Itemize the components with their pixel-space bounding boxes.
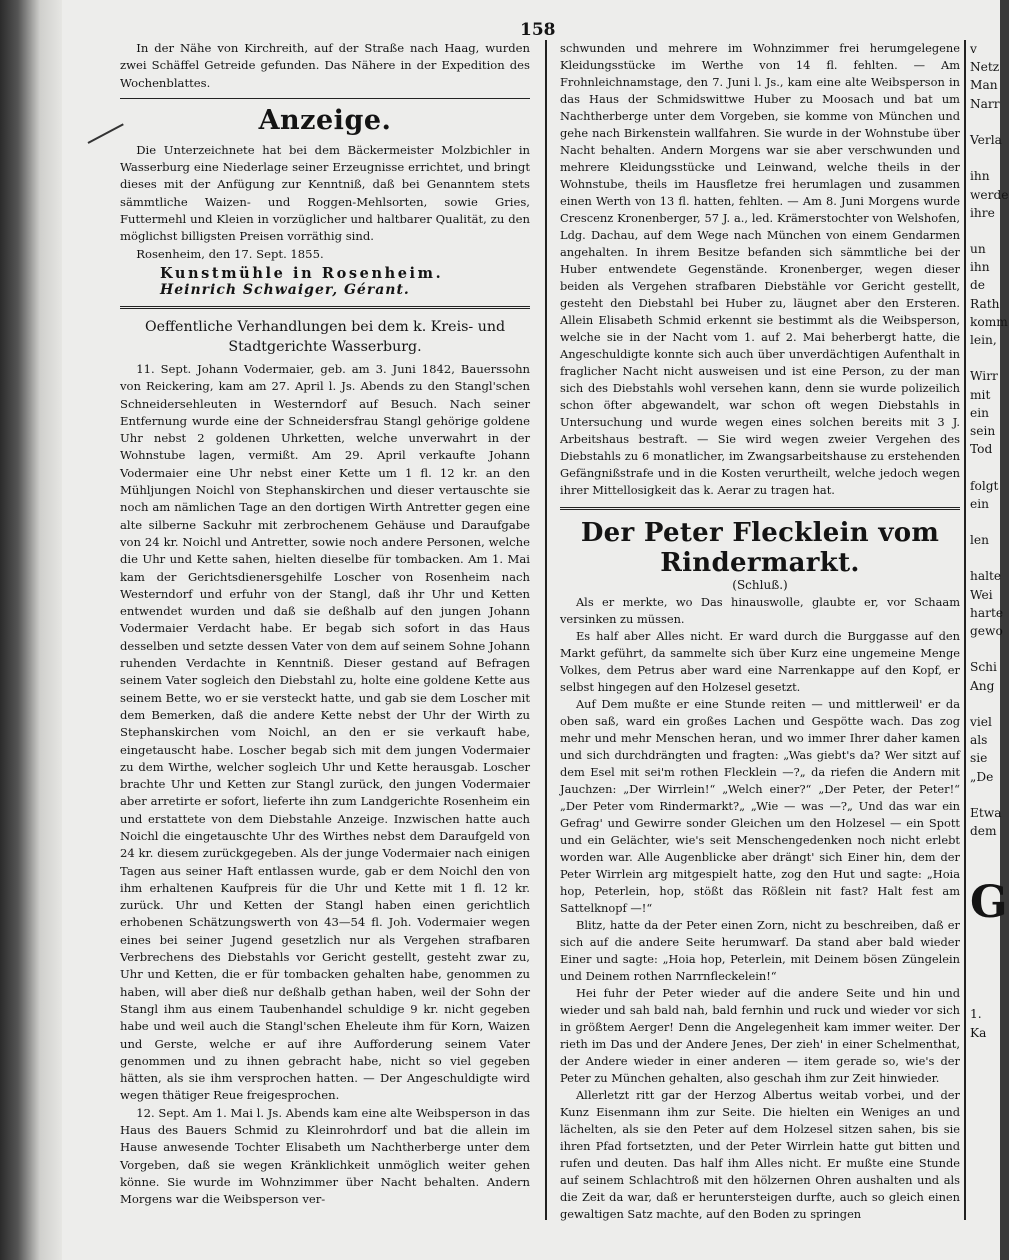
- next-page-fragment: [970, 933, 1000, 951]
- next-page-fragment: mit: [970, 387, 991, 402]
- next-page-fragment: [970, 222, 1000, 240]
- divider: [120, 98, 530, 99]
- next-page-fragment: [970, 149, 1000, 167]
- next-page-fragment: G: [970, 876, 1008, 928]
- next-page-fragment: gewo: [970, 624, 1003, 638]
- next-page-fragment: Netz: [970, 60, 1000, 75]
- ad-signature-name: Heinrich Schwaiger, Gérant.: [160, 281, 410, 298]
- next-page-fragment: ein: [970, 405, 989, 420]
- next-page-fragment: [970, 951, 1000, 969]
- next-page-fragment: ihre: [970, 205, 995, 220]
- middle-column: [560, 40, 960, 1223]
- next-page-fragment: v: [970, 42, 977, 56]
- next-page-fragments: [970, 40, 1009, 1260]
- next-page-fragment: [970, 969, 1000, 987]
- ad-heading: Anzeige.: [258, 104, 392, 136]
- next-page-fragment: ihn: [970, 260, 990, 275]
- next-page-fragment: [970, 349, 1000, 367]
- next-page-fragment: Wei: [970, 587, 993, 602]
- story-paragraph: Hei fuhr der Peter wieder auf die andere Seite und hin und wieder und sah bald nah, bald fernhin und ruck und wieder vor sich in größtem Aerger! Denn die Angelegenheit kam immer weiter. Der rieth im Das und der Andere Jenes, Der zieh' in einer Schelmenthat, der Andere wieder in einer anderen — item gerade so, wie's der Peter zu München gehalten, also geschah ihm zur Zeit hinwieder.: [560, 986, 960, 1085]
- next-page-fragment: [970, 987, 1000, 1005]
- page-edge-rule: [964, 40, 966, 1220]
- story-paragraph: Als er merkte, wo Das hinauswolle, glaubte er, vor Schaam versinken zu müssen.: [560, 595, 960, 626]
- next-page-fragment: ein: [970, 496, 989, 511]
- next-page-fragment: Narr: [970, 96, 1000, 111]
- court-case-2-continued: schwunden und mehrere im Wohnzimmer frei herumgelegene Kleidungsstücke im Werthe von 14 fl. fehlten. — Am Frohnleichnamstage, den 7. Juni l. Js., kam eine alte Weibsperson in das Haus der Schmidswittwe Huber zu Moosach und bat um Nachtherberge unter dem Vorgeben, sie komme von München und gehe nach Birkenstein wallfahren. Sie wurde in der Wohnstube über Nacht behalten. Andern Morgens war sie aber verschwunden und mehrere Kleidungsstücke und Leinwand, welche theils in der Wohnstube, theils im Hausfletze frei herumlagen und zusammen einen Werth von 13 fl. hatten, fehlten. — Am 8. Juni Morgens wurde Crescenz Kronenberger, 57 J. a., led. Krämerstochter von Welshofen, Ldg. Dachau, auf dem Wege nach München von einem Gendarmen angehalten. In ihrem Besitze befanden sich sämmtliche bei der Huber entwendete Gegenstände. Kronenberger, wegen dieser beiden als Vergehen strafbaren Diebstähle vor Gericht gestellt, gesteht den Diebstahl bei Huber zu, läugnet aber den Ersteren. Allein Elisabeth Schmid erkennt sie bestimmt als die Weibsperson, welche sie in der Nacht vom 1. auf 2. Mai beherbergt hatte, die Angeschuldigte konnte sich auch über unverdächtigen Aufenthalt in fraglicher Nacht nicht ausweisen und ist eine Person, zu der man sich des Diebstahls wohl versehen kann, denn sie wurde polizeilich schon öfter abgewandelt, war schon oft wegen Diebstahls in Untersuchung und wurde wegen eines solchen bereits mit 3 J. Arbeitshaus bestraft. — Sie wird wegen zweier Vergehen des Diebstahls zu 6 monatlicher, im Zwangsarbeitshause zu erstehenden Gefängnißstrafe und in die Kosten verurtheilt, welche jedoch wegen ihrer Mittellosigkeit das k. Aerar zu tragen hat.: [560, 41, 960, 497]
- next-page-fragment: Wirr: [970, 369, 998, 384]
- next-page-fragment: Ka: [970, 1025, 987, 1040]
- next-page-fragment: als: [970, 733, 988, 748]
- margin-pen-mark: [88, 123, 124, 144]
- next-page-fragment: Ang: [970, 678, 995, 693]
- next-page-fragment: [970, 549, 1000, 567]
- story-paragraph: Es half aber Alles nicht. Er ward durch die Burggasse auf den Markt geführt, da sammelte sich über Kurz eine ungemeine Menge Volkes, dem Petrus aber ward eine Narrenkappe auf den Kopf, er selbst hingegen auf den Holzesel gesetzt.: [560, 629, 960, 694]
- next-page-fragment: halte: [970, 569, 1002, 584]
- story-paragraph: Allerletzt ritt gar der Herzog Albertus weitab vorbei, und der Kunz Eisenmann ihm zur Seite. Die hielten ein Weniges an und lächelten, als sie den Peter auf dem Holzesel sitzen sahen, bis sie ihren Pfad fortsetzten, und der Peter Wirrlein hatte gut bitten und rufen und deuten. Das half ihm Alles nicht. Er mußte eine Stunde auf seinem Schlachtroß mit den hölzernen Ohren aushalten und als die Zeit da war, daß er heruntersteigen durfte, auch so gleich einen gewaltigen Satz machte, auf den Boden zu springen: [560, 1088, 960, 1221]
- divider: [560, 507, 960, 510]
- left-column: [120, 40, 530, 1209]
- story-title: Der Peter Flecklein vom Rindermarkt.: [580, 518, 940, 578]
- next-page-fragment: un: [970, 242, 986, 257]
- next-page-fragment: 1.: [970, 1007, 982, 1022]
- page-number: 158: [520, 20, 556, 40]
- next-page-fragment: harte: [970, 605, 1004, 620]
- court-case-1: 11. Sept. Johann Vodermaier, geb. am 3. Juni 1842, Bauerssohn von Reickering, kam am 27. April l. Js. Abends zu den Stangl'schen Schneidersehleuten in Westerndorf auf Besuch. Nach seiner Entfernung wurde eine der Schneidersfrau Stangl gehörige goldene Uhr nebst 2 goldenen Uhrketten, welche unverwahrt in der Wohnstube lagen, vermißt. Am 29. April verkaufte Johann Vodermaier eine Uhr nebst einer Kette um 1 fl. 12 kr. an den Mühljungen Noichl von Stephanskirchen und dieser vertauschte sie noch am nämlichen Tage an den dortigen Wirth Antretter gegen eine alte silberne Sackuhr mit zerbrochenem Gehäuse und Daraufgabe von 24 kr. Noichl und Antretter, sowie noch andere Personen, welche die Uhr und Kette sahen, hielten dieselbe für tombacken. Am 1. Mai kam der Gerichtsdienersgehilfe Loscher von Rosenheim nach Westerndorf und erfuhr von der Stangl, daß ihr Uhr und Ketten entwendet wurden und daß sie deßhalb auf den jungen Johann Vodermaier Verdacht habe. Er begab sich sofort in das Haus desselben und setzte dessen Vater von dem auf seinem Sohne Johann ruhenden Verdachte in Kenntniß. Dieser gestand auf Befragen seinem Vater sogleich den Diebstahl zu, holte eine goldene Kette aus seinem Bette, wo er sie versteckt hatte, und gab sie dem Loscher mit dem Bemerken, daß die andere Kette nebst der Uhr der Wirth zu Stephanskirchen vom Noichl, an den er sie verkauft habe, eingetauscht habe. Loscher begab sich mit dem jungen Vodermaier zu dem Wirthe, welcher sogleich Uhr und Kette herausgab. Loscher brachte Uhr und Ketten zur Stangl zurück, den jungen Vodermaier aber arretirte er sofort, lieferte ihn zum Landgerichte Rosenheim ein und erstattete von dem Diebstahle Anzeige. Inzwischen hatte auch Noichl die eingetauschte Uhr des Wirthes nebst dem Daraufgeld von 24 kr. diesem zurückgegeben. Als der junge Vodermaier nach einigen Tagen aus seiner Haft entlassen wurde, gab er dem Noichl den von ihm erhaltenen Kaufpreis für die Uhr und Kette mit 1 fl. 12 kr. zurück. Uhr und Ketten der Stangl haben einen gerichtlich erhobenen Schätzungswerth von 43—54 fl. Joh. Vodermaier wegen eines bei seiner Jugend gesetzlich nur als Vergehen strafbaren Verbrechens des Diebstahls vor Gericht gestellt, gesteht zwar zu, Uhr und Ketten, die er für tombacken gehalten habe, genommen zu haben, will aber dieß nur deßhalb gethan haben, weil der Sohn der Stangl ihm aus einem Taubenhandel schuldige 9 kr. nicht gegeben habe und weil auch die Stangl'schen Eheleute ihm für Korn, Waizen und Gerste, welche er auf ihre Aufforderung seinem Vater genommen und zu ihnen gebracht habe, nicht so viel gegeben hätten, als sie ihm versprochen hatten. — Der Angeschuldigte wird wegen thätiger Reue freigesprochen.: [120, 361, 530, 1103]
- fragment-list: [970, 40, 1009, 1042]
- lost-notice: In der Nähe von Kirchreith, auf der Straße nach Haag, wurden zwei Schäffel Getreide gefunden. Das Nähere in der Expedition des Wochenblattes.: [120, 41, 530, 90]
- next-page-fragment: Etwa: [970, 805, 1002, 820]
- next-page-fragment: dem: [970, 824, 997, 839]
- next-page-fragment: folgt: [970, 478, 999, 493]
- column-rule: [545, 40, 547, 1220]
- next-page-fragment: [970, 458, 1000, 476]
- story-paragraph: Auf Dem mußte er eine Stunde reiten — und mittlerweil' er da oben saß, ward ein großes Lachen und Gespötte wach. Das zog mehr und mehr Menschen heran, und wo immer Ihrer daher kamen und sich durchdrängten und fragten: „Was giebt's da? Wer sitzt auf dem Esel mit sei'm rothen Flecklein —?„ da riefen die Andern mit Jauchzen: „Der Wirrlein!“ „Welch einer?“ „Der Peter, der Peter!“ „Der Peter vom Rindermarkt?„ „Wie — was —?„ Und das war ein Gefrag' und Gewirre sonder Gleichen um den Holzesel — ein Spott und ein Gelächter, wie's seit Menschengedenken noch nicht erlebt worden war. Alle Augenblicke aber drängt' sich Einer hin, dem der Peter Wirrlein arg mitgespielt hatte, zog den Hut und sagte: „Hoia hop, Peterlein, hop, stößt das Rößlein nit fast? Halt fest am Sattelknopf —!“: [560, 697, 960, 915]
- next-page-fragment: Rath: [970, 296, 1000, 311]
- next-page-fragment: Verla: [970, 132, 1002, 147]
- next-page-fragment: sie: [970, 751, 988, 766]
- ad-signature-company: Kunstmühle in Rosenheim.: [160, 264, 444, 282]
- next-page-fragment: de: [970, 278, 986, 293]
- next-page-fragment: komm: [970, 314, 1008, 329]
- next-page-fragment: [970, 640, 1000, 658]
- next-page-fragment: Schi: [970, 660, 997, 675]
- next-page-fragment: [970, 858, 1000, 876]
- story-paragraph: Blitz, hatte da der Peter einen Zorn, nicht zu beschreiben, daß er sich auf die andere Seite herumwarf. Da stand aber bald wieder Einer und sagte: „Hoia hop, Peterlein, mit Deinem bösen Züngelein und Deinem rothen Narrnfleckelein!“: [560, 918, 960, 983]
- next-page-fragment: [970, 113, 1000, 131]
- ad-date: Rosenheim, den 17. Sept. 1855.: [136, 246, 324, 261]
- divider: [120, 306, 530, 309]
- next-page-fragment: [970, 840, 1000, 858]
- next-page-fragment: sein: [970, 423, 996, 438]
- next-page-fragment: lein,: [970, 333, 997, 347]
- next-page-fragment: Tod: [970, 442, 993, 457]
- next-page-fragment: [970, 513, 1000, 531]
- next-page-fragment: viel: [970, 714, 992, 729]
- next-page-fragment: [970, 786, 1000, 804]
- court-case-2: 12. Sept. Am 1. Mai l. Js. Abends kam eine alte Weibsperson in das Haus des Bauers Schmid zu Kleinrohrdorf und bat die allein im Hause anwesende Tochter Elisabeth um Nachtherberge unter dem Vorgeben, daß sie wegen Kränklichkeit unmöglich weiter gehen könne. Sie wurde im Wohnzimmer über Nacht behalten. Andern Morgens war die Weibsperson ver-: [120, 1105, 530, 1207]
- next-page-fragment: [970, 695, 1000, 713]
- next-page-fragment: Man: [970, 78, 998, 93]
- next-page-fragment: „De: [970, 769, 994, 784]
- next-page-fragment: len: [970, 533, 989, 548]
- next-page-fragment: werde: [970, 187, 1009, 202]
- next-page-fragment: ihn: [970, 169, 990, 184]
- ad-text: Die Unterzeichnete hat bei dem Bäckermeister Molzbichler in Wasserburg eine Niederlage seiner Erzeugnisse errichtet, und bringt dieses mit der Anfügung zur Kenntniß, daß bei Genanntem stets sämmtliche Waizen- und Roggen-Mehlsorten, sowie Gries, Futtermehl und Kleien in vorzüglicher und haltbarer Qualität, zu den möglichst billigsten Preisen vorräthig sind.: [120, 142, 530, 244]
- story-subtitle: (Schluß.): [732, 578, 788, 592]
- court-section-heading: Oeffentliche Verhandlungen bei dem k. Kreis- und Stadtgerichte Wasserburg.: [144, 318, 506, 355]
- scan-binding-edge: [0, 0, 62, 1260]
